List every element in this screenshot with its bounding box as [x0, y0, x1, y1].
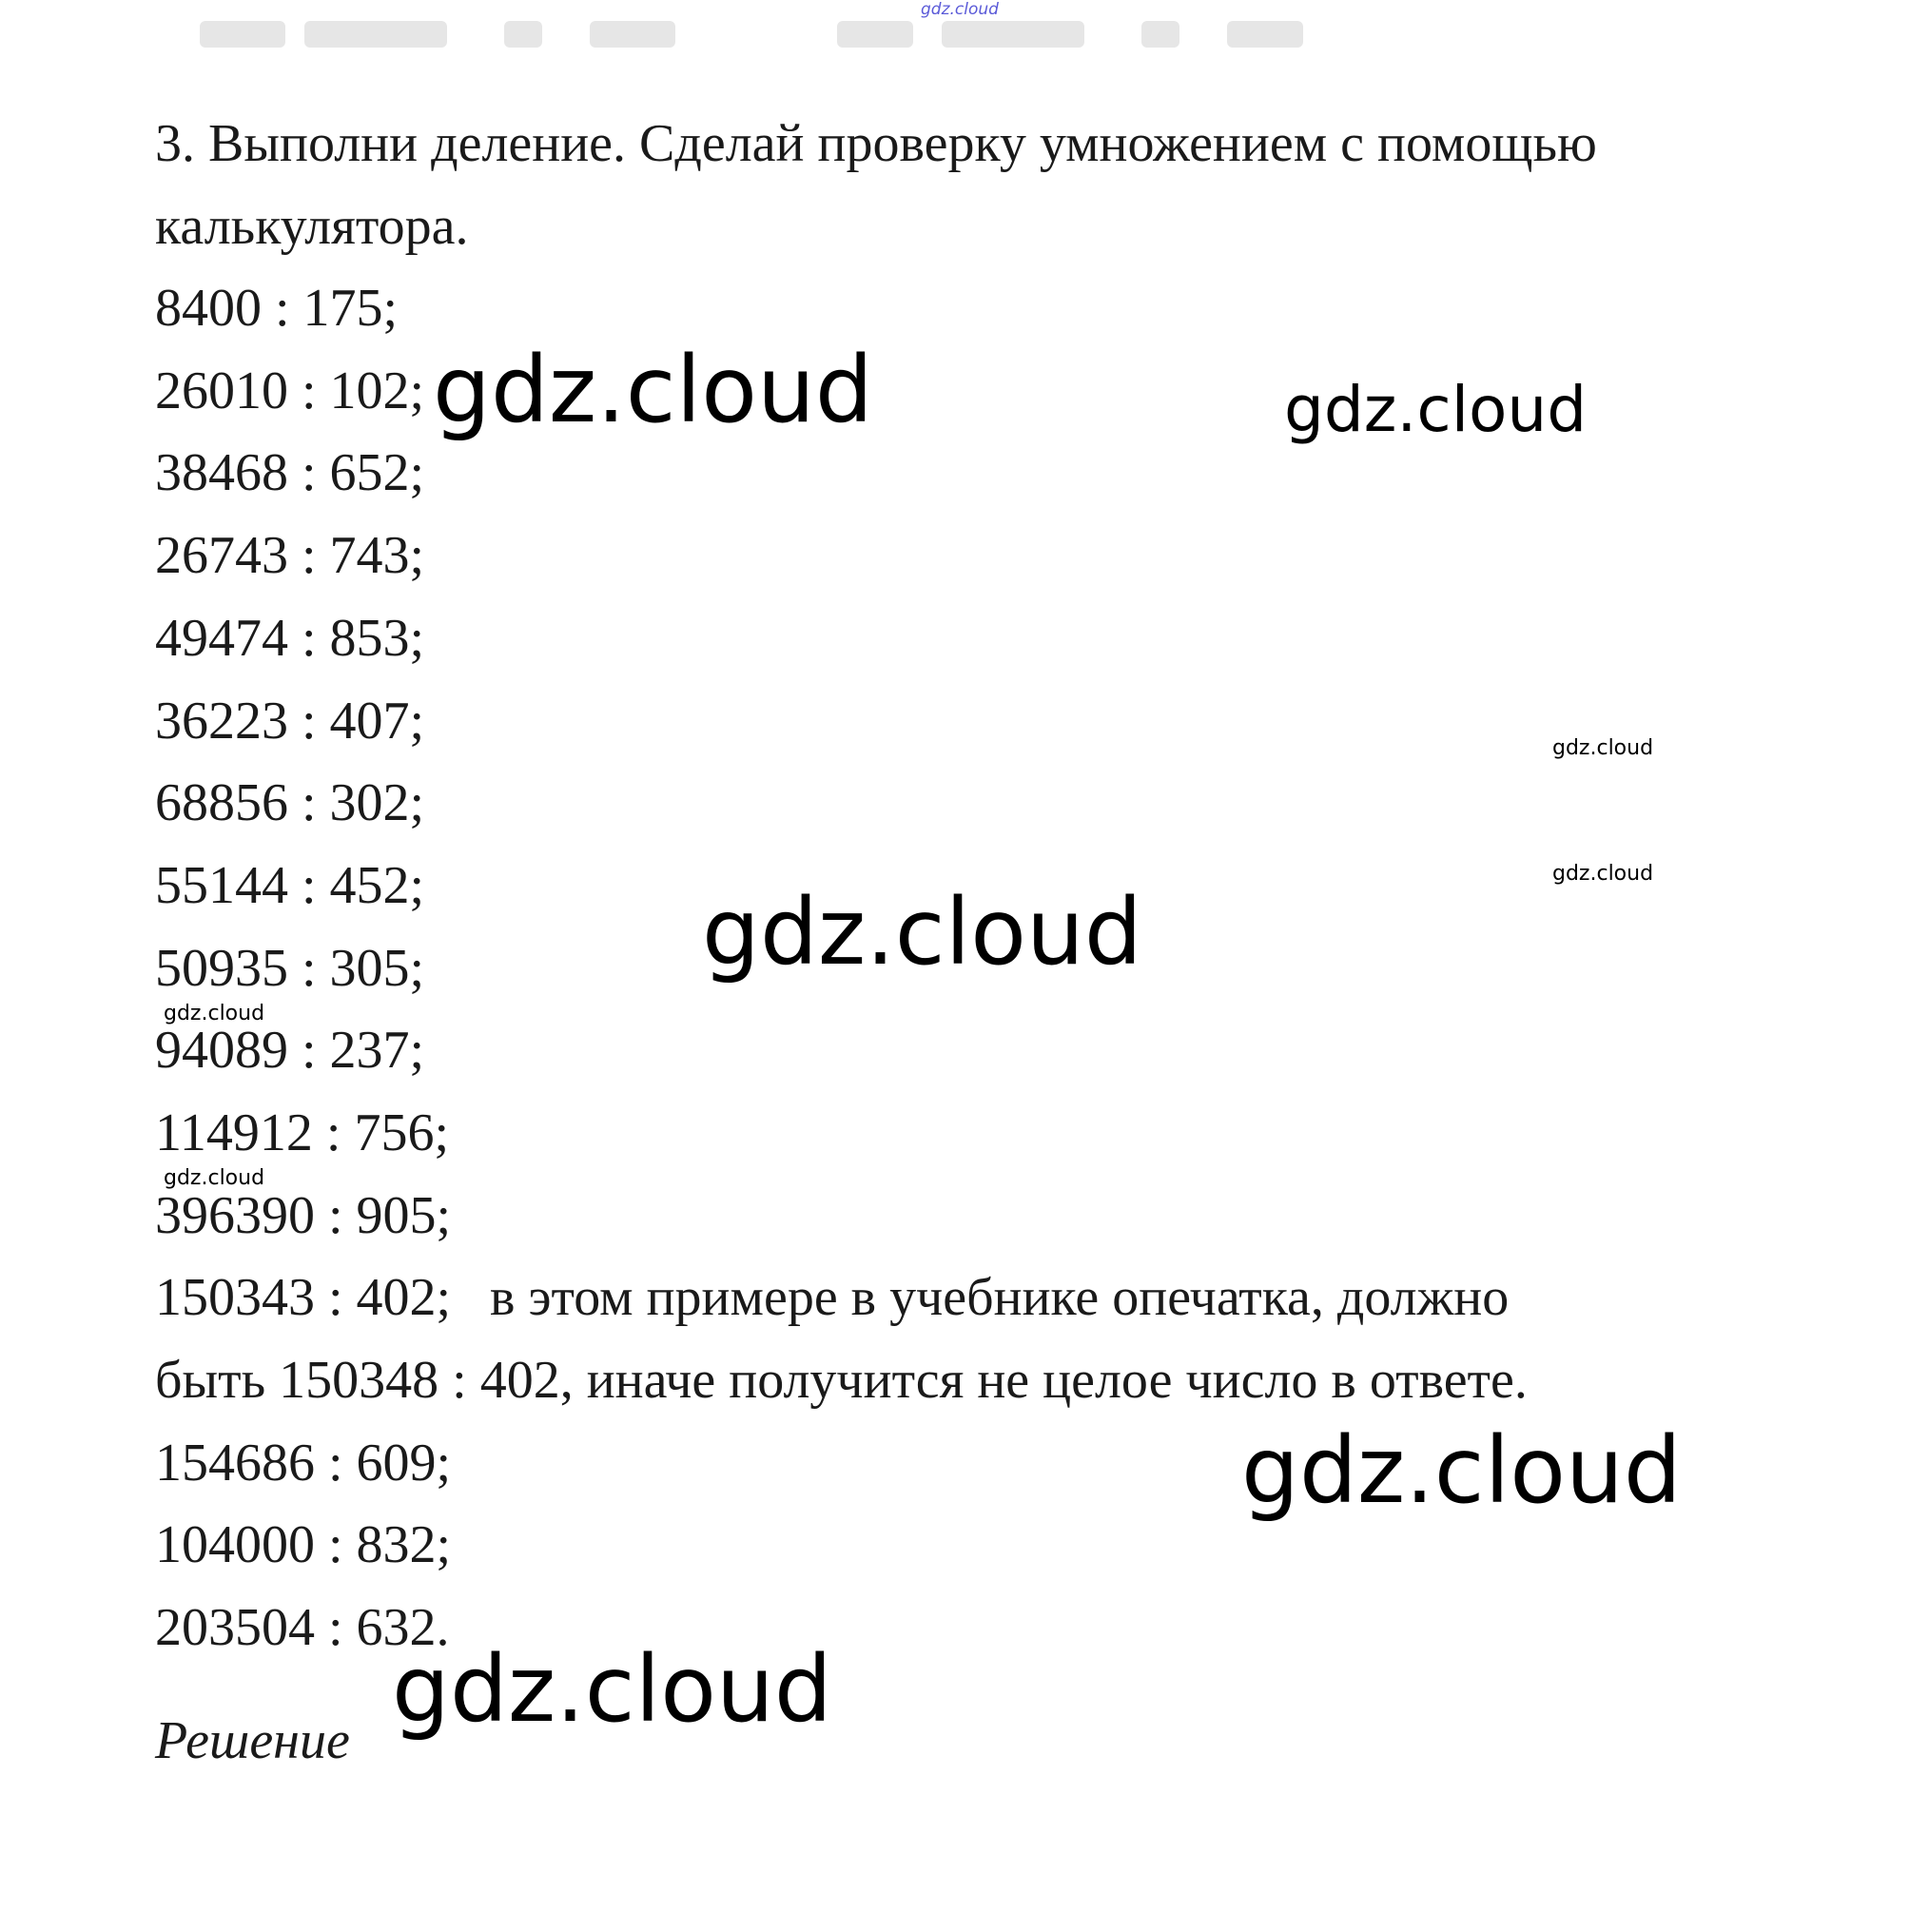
- expression-2: 26010 : 102;: [155, 361, 425, 420]
- header-fragment: [837, 21, 913, 48]
- header-fragment: [590, 21, 675, 48]
- header-fragment: [200, 21, 285, 48]
- header-fragment: [304, 21, 447, 48]
- expression-1: 8400 : 175;: [155, 279, 399, 338]
- expression-15: 104000 : 832;: [155, 1515, 452, 1574]
- watermark: gdz.cloud: [1552, 736, 1654, 760]
- watermark: gdz.cloud: [164, 1166, 265, 1190]
- watermark: gdz.cloud: [1284, 373, 1588, 446]
- header-fragment: [942, 21, 1084, 48]
- solution-label: Решение: [155, 1711, 350, 1770]
- expression-10: 94089 : 237;: [155, 1021, 425, 1080]
- task-title-line-1: 3. Выполни деление. Сделай проверку умножением с помощью: [155, 114, 1597, 173]
- task-title-line-2: калькулятора.: [155, 197, 469, 256]
- expression-14: 154686 : 609;: [155, 1434, 452, 1493]
- watermark: gdz.cloud: [433, 337, 873, 443]
- expression-11: 114912 : 756;: [155, 1103, 450, 1162]
- watermark: gdz.cloud: [1241, 1417, 1682, 1524]
- typo-note-line-2: быть 150348 : 402, иначе получится не целое число в ответе.: [155, 1351, 1528, 1410]
- typo-note-line-1: в этом примере в учебнике опечатка, должно: [490, 1268, 1510, 1327]
- watermark: gdz.cloud: [392, 1636, 832, 1743]
- expression-8: 55144 : 452;: [155, 856, 425, 915]
- expression-6: 36223 : 407;: [155, 692, 425, 751]
- expression-5: 49474 : 853;: [155, 609, 425, 668]
- watermark: gdz.cloud: [1552, 862, 1654, 886]
- expression-16: 203504 : 632.: [155, 1598, 450, 1657]
- expression-13: 150343 : 402;: [155, 1268, 452, 1327]
- expression-3: 38468 : 652;: [155, 443, 425, 502]
- header-fragment: [1227, 21, 1303, 48]
- expression-9: 50935 : 305;: [155, 939, 425, 998]
- top-watermark-link: gdz.cloud: [921, 0, 999, 19]
- expression-7: 68856 : 302;: [155, 773, 425, 832]
- watermark: gdz.cloud: [702, 879, 1142, 986]
- expression-12: 396390 : 905;: [155, 1186, 452, 1245]
- header-fragment: [504, 21, 542, 48]
- watermark: gdz.cloud: [164, 1002, 265, 1025]
- expression-4: 26743 : 743;: [155, 526, 425, 585]
- header-fragment: [1141, 21, 1179, 48]
